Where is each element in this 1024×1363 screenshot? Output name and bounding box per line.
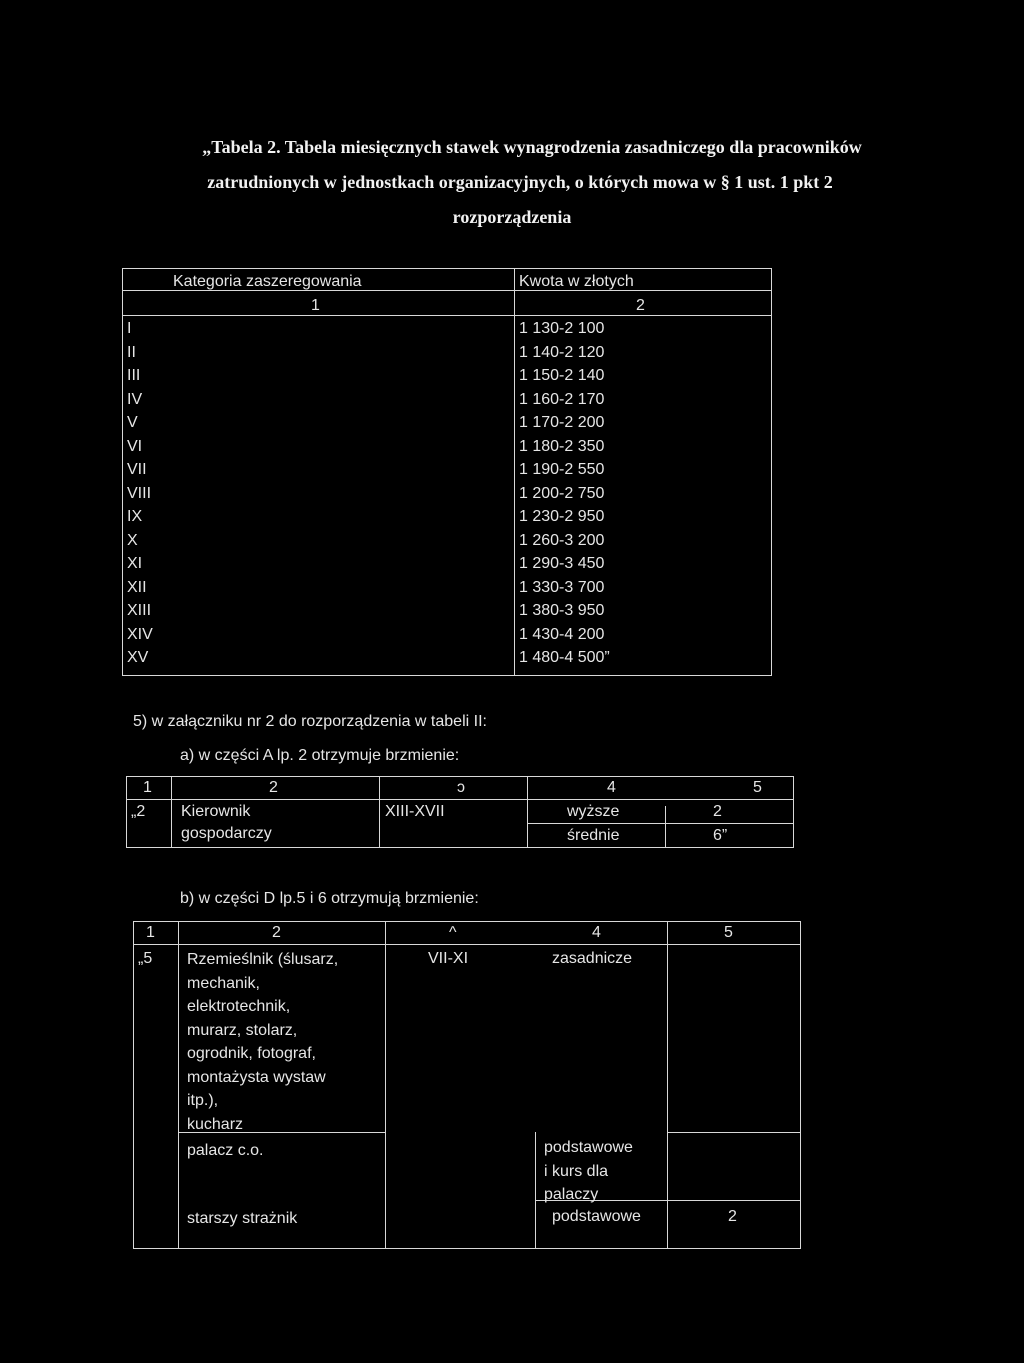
table-divider — [171, 777, 172, 847]
table-divider — [385, 922, 386, 1248]
heading-line-3: rozporządzenia — [452, 207, 572, 227]
category-cell: IX — [127, 508, 143, 525]
heading-line-2: zatrudnionych w jednostkach organizacyjnych, o których mowa w § 1 ust. 1 pkt 2 — [207, 172, 833, 192]
amount-cell: 1 180-2 350 — [519, 437, 605, 455]
table-divider — [527, 777, 528, 847]
table-divider — [134, 944, 800, 945]
salary-table — [122, 268, 772, 676]
category-range: VII-XI — [428, 950, 469, 967]
column-number: 2 — [636, 297, 645, 314]
column-number: 1 — [311, 297, 320, 314]
column-number: ɔ — [457, 779, 465, 796]
job-line: kucharz — [187, 1115, 244, 1133]
category-cell: XII — [127, 578, 147, 596]
category-cell: VI — [127, 437, 143, 455]
table-divider — [527, 823, 793, 824]
category-cell: II — [127, 343, 136, 361]
table-divider — [178, 922, 179, 1248]
job-line: Rzemieślnik (ślusarz, — [187, 951, 339, 968]
table-part-a — [126, 776, 794, 848]
amount-cell: 1 330-3 700 — [519, 578, 605, 596]
education-line: palaczy — [544, 1186, 599, 1203]
category-cell: XIV — [127, 625, 153, 643]
column-number: 5 — [724, 924, 733, 941]
job-line: montażysta wystaw — [187, 1068, 326, 1086]
column-number: 4 — [592, 924, 601, 941]
category-cell: XIII — [127, 602, 152, 619]
job-title-guard: starszy strażnik — [187, 1210, 298, 1227]
table-divider — [379, 777, 380, 847]
table-part-d — [133, 921, 801, 1249]
category-cell: X — [127, 531, 138, 549]
job-line: elektrotechnik, — [187, 998, 291, 1015]
amount-cell: 1 380-3 950 — [519, 602, 605, 619]
column-number: 5 — [753, 779, 762, 796]
job-line: itp.), — [187, 1092, 219, 1109]
job-title: gospodarczy — [181, 825, 272, 842]
job-title-stoker: palacz c.o. — [187, 1142, 264, 1159]
column-number: ^ — [449, 924, 457, 941]
years-required: 2 — [728, 1208, 737, 1225]
column-number: 2 — [269, 779, 278, 796]
table-divider — [127, 799, 793, 800]
amount-cell: 1 290-3 450 — [519, 555, 605, 572]
education-line: i kurs dla — [544, 1162, 609, 1180]
education-line: podstawowe — [544, 1139, 633, 1156]
column-number: 1 — [143, 779, 152, 796]
amount-cell: 1 150-2 140 — [519, 367, 605, 384]
subpoint-b-text: b) w części D lp.5 i 6 otrzymują brzmienie: — [180, 890, 479, 907]
job-title: Kierownik — [181, 803, 251, 820]
education-level: zasadnicze — [552, 950, 633, 967]
category-cell: XV — [127, 649, 149, 666]
amount-cell: 1 230-2 950 — [519, 508, 605, 525]
table-divider — [665, 806, 666, 847]
table-divider — [667, 1132, 800, 1133]
job-line: ogrodnik, fotograf, — [187, 1045, 316, 1062]
category-cell: VIII — [127, 484, 152, 502]
table-divider — [123, 315, 771, 316]
job-line: murarz, stolarz, — [187, 1021, 298, 1039]
amount-cell: 1 130-2 100 — [519, 320, 605, 337]
amount-header: Kwota w złotych — [519, 273, 634, 290]
column-number: 1 — [146, 924, 155, 941]
category-range: XIII-XVII — [385, 803, 445, 820]
category-cell: VII — [127, 461, 147, 478]
amount-cell: 1 140-2 120 — [519, 343, 605, 361]
amount-cell: 1 430-4 200 — [519, 625, 605, 643]
education-level: wyższe — [567, 803, 620, 820]
education-level: średnie — [567, 827, 620, 844]
job-line: mechanik, — [187, 974, 260, 992]
column-number: 4 — [607, 779, 616, 796]
category-cell: III — [127, 367, 141, 384]
lp-number: „5 — [138, 950, 153, 967]
column-number: 2 — [272, 924, 281, 941]
point-5-text: 5) w załączniku nr 2 do rozporządzenia w tabeli II: — [133, 713, 487, 730]
lp-number: „2 — [131, 803, 146, 820]
education-level-stoker — [544, 1136, 633, 1207]
category-cell: XI — [127, 555, 143, 572]
amount-cell: 1 260-3 200 — [519, 531, 605, 549]
amount-cell: 1 480-4 500” — [519, 649, 610, 666]
heading-line-1: „Tabela 2. Tabela miesięcznych stawek wynagrodzenia zasadniczego dla pracowników — [202, 137, 862, 157]
job-title-craftsman — [187, 948, 382, 1136]
category-cell: I — [127, 320, 132, 337]
table-divider — [535, 1132, 536, 1248]
years-required: 6” — [713, 827, 728, 844]
amount-cell: 1 200-2 750 — [519, 484, 605, 502]
amount-cell: 1 190-2 550 — [519, 461, 605, 478]
years-required: 2 — [713, 803, 722, 820]
category-header: Kategoria zaszeregowania — [173, 273, 362, 290]
table-divider — [514, 269, 515, 675]
category-cell: IV — [127, 390, 143, 408]
amount-cell: 1 160-2 170 — [519, 390, 605, 408]
amount-cell: 1 170-2 200 — [519, 414, 605, 431]
subpoint-a-text: a) w części A lp. 2 otrzymuje brzmienie: — [180, 747, 460, 764]
category-cell: V — [127, 414, 138, 431]
education-level-guard: podstawowe — [552, 1208, 641, 1225]
